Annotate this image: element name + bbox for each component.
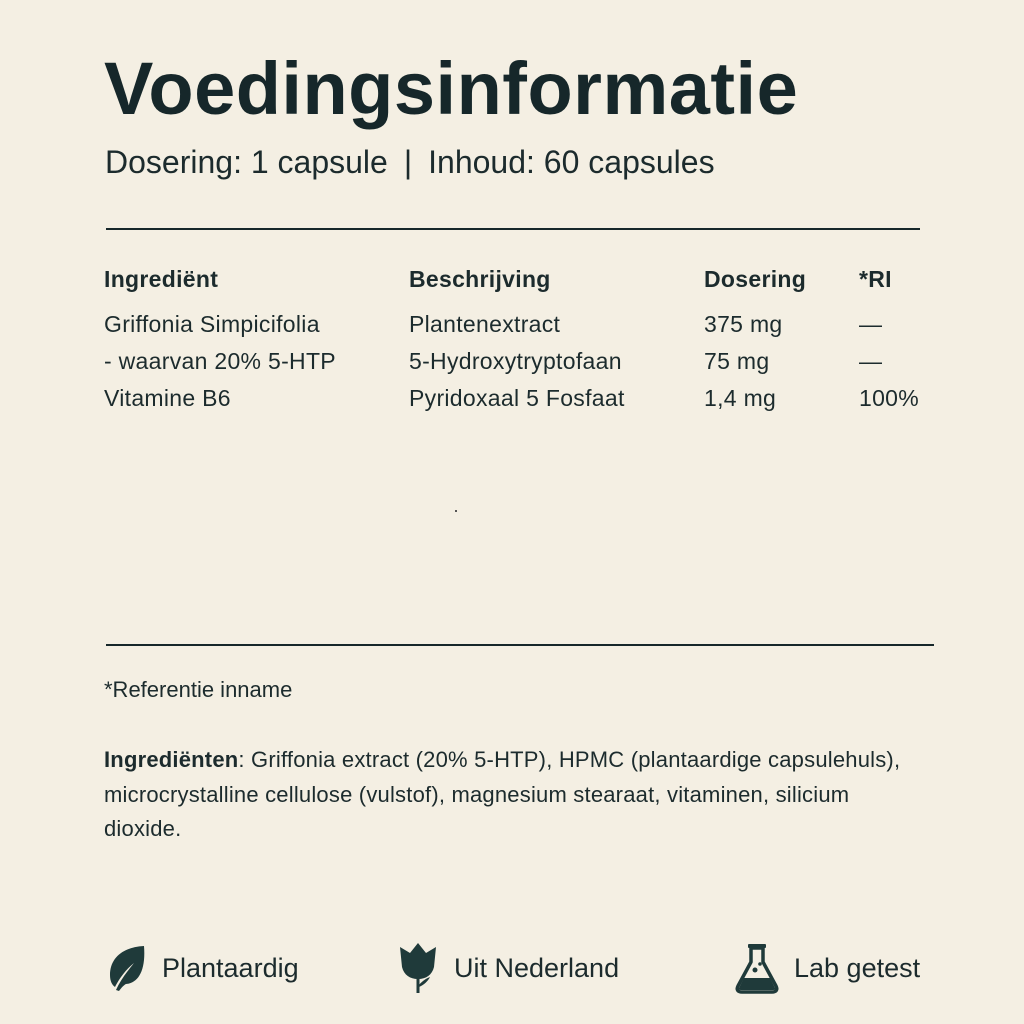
- stray-dot: [455, 510, 457, 512]
- cell-ingredient: Griffonia Simpicifolia: [104, 311, 320, 337]
- cell-description: Pyridoxaal 5 Fosfaat: [409, 385, 625, 411]
- cell-ri: —: [859, 311, 883, 337]
- cell-dosage: 375 mg: [704, 311, 783, 337]
- cell-description: Plantenextract: [409, 311, 561, 337]
- ingredients-label: Ingrediënten: [104, 747, 239, 772]
- badge-label: Lab getest: [794, 952, 921, 983]
- table-header-row: [104, 266, 934, 311]
- nutrition-table: [104, 266, 934, 422]
- badge-lab-tested: [734, 940, 920, 996]
- header-ingredient: Ingrediënt: [104, 266, 219, 292]
- page-title: Voedingsinformatie: [104, 47, 799, 130]
- badge-label: Uit Nederland: [454, 952, 620, 983]
- table-row: [104, 311, 934, 348]
- badge-from-netherlands: [396, 940, 619, 996]
- table-row: [104, 385, 934, 422]
- tulip-icon: [396, 941, 440, 995]
- table-row: [104, 348, 934, 385]
- badge-plant-based: [104, 940, 299, 996]
- dose-info: Dosering: 1 capsule: [105, 144, 388, 180]
- cell-dosage: 1,4 mg: [704, 385, 777, 411]
- ingredients-text: : Griffonia extract (20% 5-HTP), HPMC (plantaardige capsulehuls), microcrystalline cellulose (vulstof), magnesium stearaat, vitaminen, silicium dioxide.: [104, 747, 901, 841]
- footnote: *Referentie inname: [104, 677, 293, 702]
- header-description: Beschrijving: [409, 266, 551, 292]
- badge-label: Plantaardig: [162, 952, 299, 983]
- cell-ri: —: [859, 348, 883, 374]
- cell-description: 5-Hydroxytryptofaan: [409, 348, 622, 374]
- lab-flask-icon: [734, 942, 780, 994]
- header-ri: *RI: [859, 266, 892, 292]
- cell-ingredient: - waarvan 20% 5-HTP: [104, 348, 336, 374]
- separator: |: [403, 144, 413, 180]
- header-dosage: Dosering: [704, 266, 807, 292]
- cell-dosage: 75 mg: [704, 348, 770, 374]
- ingredients-paragraph: [104, 743, 924, 847]
- subtitle: [105, 144, 715, 181]
- leaf-icon: [104, 943, 148, 993]
- content-info: Inhoud: 60 capsules: [428, 144, 715, 180]
- top-divider: [106, 228, 920, 230]
- cell-ri: 100%: [859, 385, 920, 411]
- bottom-divider: [106, 644, 934, 646]
- cell-ingredient: Vitamine B6: [104, 385, 231, 411]
